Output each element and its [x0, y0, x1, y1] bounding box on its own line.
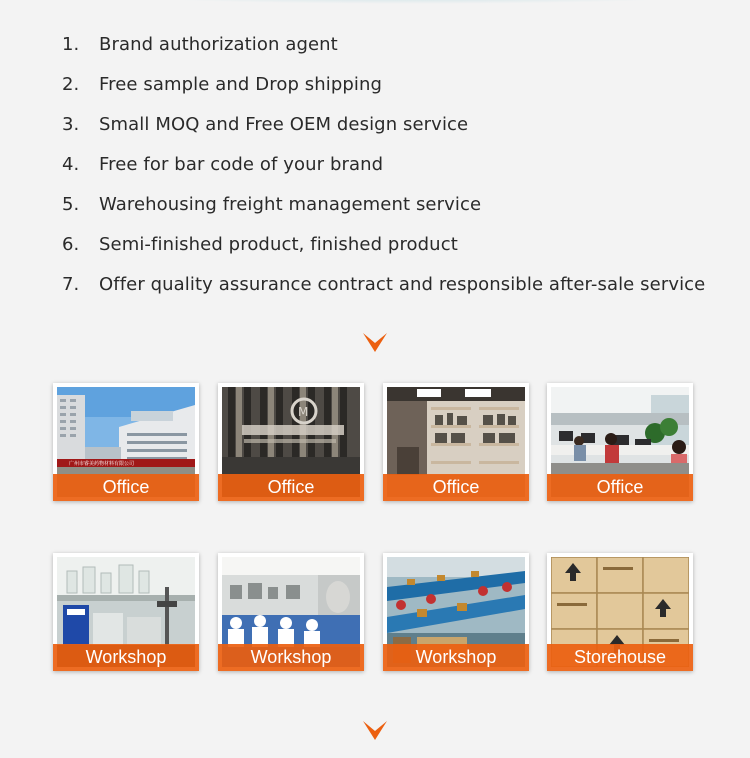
- service-number: 1.: [62, 34, 80, 55]
- service-text: Brand authorization agent: [99, 34, 338, 55]
- photo-card[interactable]: [53, 553, 199, 671]
- photo-gallery-office: [53, 383, 713, 507]
- service-number: 3.: [62, 114, 80, 135]
- svg-text:广州市睿美药物材料有限公司: 广州市睿美药物材料有限公司: [69, 461, 135, 467]
- photo-caption: Office: [383, 474, 529, 501]
- photo-card[interactable]: [53, 383, 199, 501]
- service-item: [62, 272, 705, 312]
- photo-card[interactable]: [383, 553, 529, 671]
- service-number: 5.: [62, 194, 80, 215]
- photo-card[interactable]: [218, 383, 364, 501]
- service-text: Warehousing freight management service: [99, 194, 482, 215]
- photo-card[interactable]: [547, 383, 693, 501]
- service-text: Offer quality assurance contract and responsible after-sale service: [99, 274, 706, 295]
- photo-card[interactable]: [547, 553, 693, 671]
- photo-card[interactable]: [218, 553, 364, 671]
- photo-caption: Office: [218, 474, 364, 501]
- service-number: 6.: [62, 234, 80, 255]
- service-number: 7.: [62, 274, 80, 295]
- photo-caption: Office: [53, 474, 199, 501]
- chevron-down-icon: [363, 717, 387, 741]
- photo-caption: Office: [547, 474, 693, 501]
- service-item: [62, 152, 705, 192]
- service-item: [62, 72, 705, 112]
- photo-caption: Storehouse: [547, 644, 693, 671]
- top-decoration: [120, 0, 710, 4]
- service-item: [62, 232, 705, 272]
- chevron-down-icon: [363, 329, 387, 353]
- svg-text:M: M: [298, 405, 309, 419]
- service-number: 2.: [62, 74, 80, 95]
- service-item: [62, 112, 705, 152]
- service-text: Small MOQ and Free OEM design service: [99, 114, 469, 135]
- photo-caption: Workshop: [218, 644, 364, 671]
- service-list: [62, 32, 705, 312]
- service-item: [62, 192, 705, 232]
- service-item: [62, 32, 705, 72]
- service-number: 4.: [62, 154, 80, 175]
- photo-gallery-workshop: [53, 553, 713, 677]
- photo-caption: Workshop: [53, 644, 199, 671]
- service-text: Free for bar code of your brand: [99, 154, 384, 175]
- photo-caption: Workshop: [383, 644, 529, 671]
- service-text: Free sample and Drop shipping: [99, 74, 383, 95]
- photo-card[interactable]: [383, 383, 529, 501]
- service-text: Semi-finished product, finished product: [99, 234, 458, 255]
